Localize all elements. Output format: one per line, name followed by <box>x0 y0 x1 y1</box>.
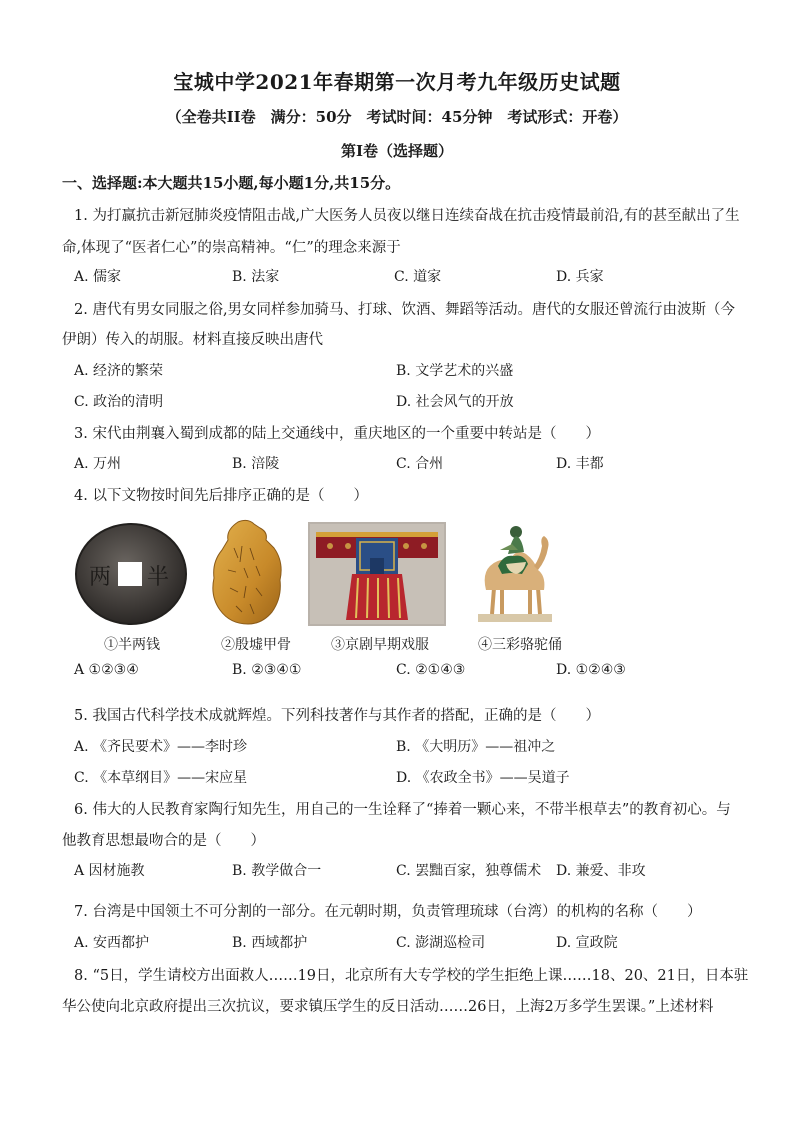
q4-stem: 4. 以下文物按时间先后排序正确的是（ ） <box>74 488 368 504</box>
q5-option-d[interactable]: D. 《农政全书》——吴道子 <box>396 770 570 786</box>
q6-stem-line2: 他教育思想最吻合的是（ ） <box>62 833 265 849</box>
opera-costume-image <box>308 522 446 626</box>
exam-title: 宝城中学2021年春期第一次月考九年级历史试题 <box>173 70 621 94</box>
q7-option-b[interactable]: B. 西域都护 <box>232 935 308 951</box>
q3-option-b[interactable]: B. 涪陵 <box>232 456 280 472</box>
q4-caption-4: ④三彩骆驼俑 <box>478 637 562 653</box>
q7-option-d[interactable]: D. 宣政院 <box>556 935 618 951</box>
q4-option-a[interactable]: A ①②③④ <box>74 662 139 678</box>
q1-option-c[interactable]: C. 道家 <box>394 269 442 285</box>
q6-option-a[interactable]: A 因材施教 <box>74 863 145 879</box>
section-heading: 一、选择题:本大题共15小题,每小题1分,共15分。 <box>62 174 401 192</box>
q5-option-c[interactable]: C. 《本草纲目》——宋应星 <box>74 770 248 786</box>
q7-stem: 7. 台湾是中国领土不可分割的一部分。在元朝时期，负责管理琉球（台湾）的机构的名称（ ） <box>74 904 702 920</box>
q5-stem: 5. 我国古代科学技术成就辉煌。下列科技著作与其作者的搭配，正确的是（ ） <box>74 708 600 724</box>
q4-caption-2: ②殷墟甲骨 <box>221 637 291 653</box>
q6-option-c[interactable]: C. 罢黜百家，独尊儒术 <box>396 863 542 879</box>
q1-stem-line2: 命,体现了“医者仁心”的崇高精神。“仁”的理念来源于 <box>62 240 401 256</box>
exam-subtitle: （全卷共II卷 满分：50分 考试时间：45分钟 考试形式：开卷） <box>166 108 628 126</box>
q4-option-b[interactable]: B. ②③④① <box>232 662 302 678</box>
q7-option-a[interactable]: A. 安西都护 <box>74 935 150 951</box>
oracle-bone-image <box>208 518 286 628</box>
q3-option-a[interactable]: A. 万州 <box>74 456 122 472</box>
q8-stem-line1: 8. “5日，学生请校方出面救人……19日，北京所有大专学校的学生拒绝上课……18、20、21日，日本驻 <box>74 968 749 984</box>
q6-stem-line1: 6. 伟大的人民教育家陶行知先生，用自己的一生诠释了“捧着一颗心来，不带半根草去”的教育初心。与 <box>74 802 731 818</box>
q2-stem-line1: 2. 唐代有男女同服之俗,男女同样参加骑马、打球、饮酒、舞蹈等活动。唐代的女服还曾流行由波斯（今 <box>74 302 736 318</box>
q2-option-c[interactable]: C. 政治的清明 <box>74 394 164 410</box>
coin-char-left: 两 <box>88 565 112 590</box>
coin-char-right: 半 <box>146 565 170 590</box>
q5-option-a[interactable]: A. 《齐民要术》——李时珍 <box>74 739 248 755</box>
part-heading: 第I卷（选择题） <box>340 142 454 160</box>
q2-option-d[interactable]: D. 社会风气的开放 <box>396 394 514 410</box>
q2-option-b[interactable]: B. 文学艺术的兴盛 <box>396 363 514 379</box>
q8-stem-line2: 华公使向北京政府提出三次抗议，要求镇压学生的反日活动……26日，上海2万多学生罢课。”上述材料 <box>62 999 714 1015</box>
q7-option-c[interactable]: C. 澎湖巡检司 <box>396 935 486 951</box>
q1-stem-line1: 1. 为打赢抗击新冠肺炎疫情阻击战,广大医务人员夜以继日连续奋战在抗击疫情最前沿,有的甚至献出了生 <box>74 208 740 224</box>
q3-stem: 3. 宋代由荆襄入蜀到成都的陆上交通线中，重庆地区的一个重要中转站是（ ） <box>74 426 600 442</box>
q4-caption-3: ③京剧早期戏服 <box>331 637 429 653</box>
q2-option-a[interactable]: A. 经济的繁荣 <box>74 363 164 379</box>
q4-option-c[interactable]: C. ②①④③ <box>396 662 466 678</box>
q6-option-b[interactable]: B. 教学做合一 <box>232 863 322 879</box>
q4-option-d[interactable]: D. ①②④③ <box>556 662 626 678</box>
q1-option-d[interactable]: D. 兵家 <box>556 269 604 285</box>
q2-stem-line2: 伊朗）传入的胡服。材料直接反映出唐代 <box>62 332 323 348</box>
q1-option-a[interactable]: A. 儒家 <box>74 269 122 285</box>
q3-option-d[interactable]: D. 丰都 <box>556 456 604 472</box>
sancai-camel-image <box>472 514 558 626</box>
q5-option-b[interactable]: B. 《大明历》——祖冲之 <box>396 739 556 755</box>
q3-option-c[interactable]: C. 合州 <box>396 456 444 472</box>
q1-option-b[interactable]: B. 法家 <box>232 269 280 285</box>
q6-option-d[interactable]: D. 兼爱、非攻 <box>556 863 646 879</box>
q4-caption-1: ①半两钱 <box>104 637 160 653</box>
ban-liang-coin-image <box>72 522 190 626</box>
